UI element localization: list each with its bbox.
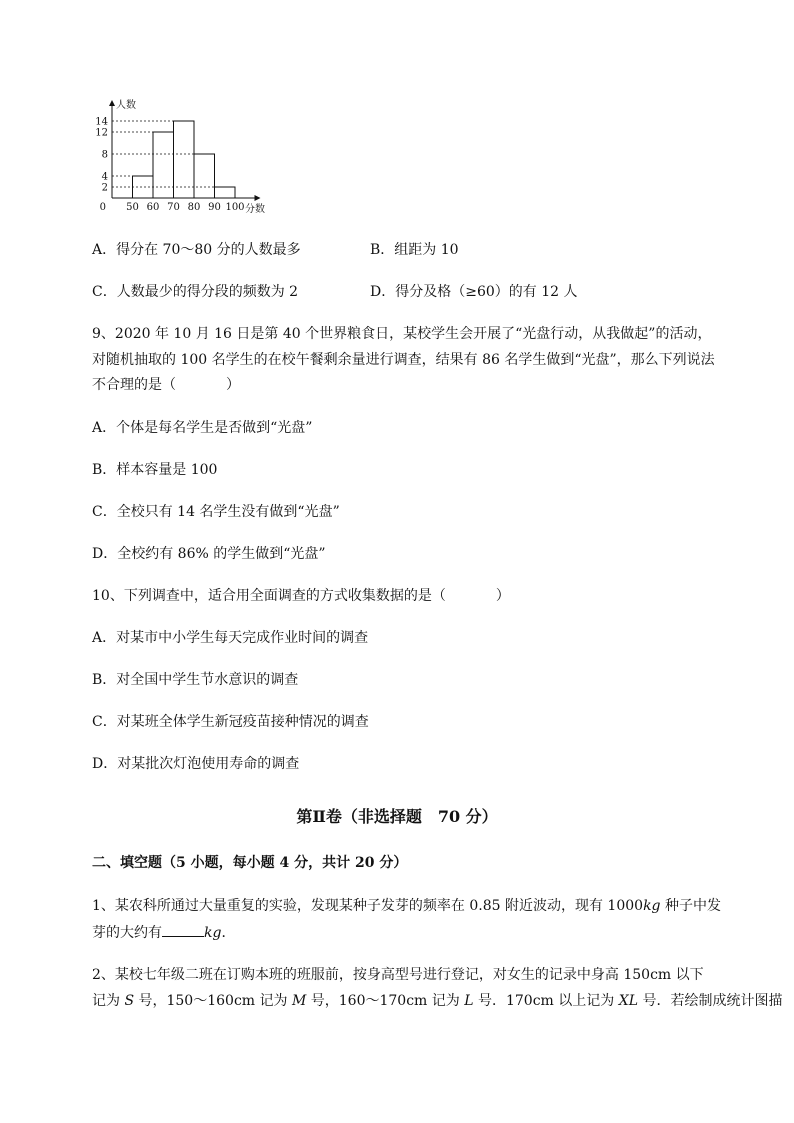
histogram-bar bbox=[174, 121, 195, 198]
q9-stem-line2: 对随机抽取的 100 名学生的在校午餐剩余量进行调查，结果有 86 名学生做到“光盘”，那么下列说法 bbox=[92, 352, 715, 368]
histogram-bar bbox=[215, 187, 236, 198]
score-histogram bbox=[90, 98, 290, 218]
unit-kg: kg bbox=[643, 898, 661, 914]
fill1-line2 bbox=[92, 922, 235, 943]
size-xl: XL bbox=[618, 993, 638, 1009]
fill2-line1: 2、某校七年级二班在订购本班的班服前，按身高型号进行登记，对女生的记录中身高 150cm 以下 bbox=[92, 967, 704, 983]
fill-section-heading: 二、填空题（5 小题，每小题 4 分，共计 20 分） bbox=[92, 855, 408, 871]
q10-close-paren: ） bbox=[495, 588, 510, 604]
q8-option-a: A．得分在 70～80 分的人数最多 bbox=[92, 242, 301, 258]
fill2-line2 bbox=[92, 991, 782, 1011]
fill2-text: 号，150～160cm 记为 bbox=[134, 993, 292, 1009]
q9-close-paren: ） bbox=[226, 377, 240, 393]
q9-stem-line3 bbox=[92, 375, 240, 395]
q10-stem-text: 10、下列调查中，适合用全面调查的方式收集数据的是（ bbox=[92, 588, 446, 604]
fill2-text: 号．170cm 以上记为 bbox=[473, 993, 619, 1009]
q9-stem-line3-text: 不合理的是（ bbox=[92, 377, 176, 393]
x-axis-arrow bbox=[255, 195, 261, 201]
x-axis-title: 分数 bbox=[245, 204, 265, 215]
x-tick-label: 50 bbox=[126, 202, 139, 213]
x-tick-label: 100 bbox=[225, 202, 245, 213]
y-tick-label: 4 bbox=[101, 171, 108, 183]
size-m: M bbox=[291, 993, 307, 1009]
fill1-text-b: 种子中发 bbox=[660, 898, 721, 914]
q9-stem-line1: 9、2020 年 10 月 16 日是第 40 个世界粮食日，某校学生会开展了“光盘行动，从我做起”的活动， bbox=[92, 326, 712, 342]
q9-option-d: D．全校约有 86% 的学生做到“光盘” bbox=[92, 546, 326, 562]
q8-option-d: D．得分及格（≥60）的有 12 人 bbox=[370, 284, 578, 300]
fill1-text-d: ． bbox=[221, 925, 236, 941]
size-l: L bbox=[464, 993, 474, 1009]
q10-stem bbox=[92, 586, 510, 606]
y-tick-label: 2 bbox=[101, 182, 108, 194]
q10-option-c: C．对某班全体学生新冠疫苗接种情况的调查 bbox=[92, 714, 369, 730]
x-tick-label: 80 bbox=[187, 202, 201, 213]
histogram-bar bbox=[153, 132, 174, 198]
q9-option-b: B．样本容量是 100 bbox=[92, 462, 218, 478]
x-tick-label: 70 bbox=[167, 202, 180, 213]
y-tick-label: 12 bbox=[95, 127, 108, 139]
fill2-text: 号．若绘制成统计图描 bbox=[638, 993, 783, 1009]
answer-blank[interactable] bbox=[162, 922, 204, 937]
y-axis-title: 人数 bbox=[116, 100, 136, 111]
y-tick-label: 8 bbox=[101, 149, 108, 161]
fill1-text-c: 芽的大约有 bbox=[92, 925, 162, 941]
size-s: S bbox=[124, 993, 135, 1009]
fill1-line1 bbox=[92, 896, 721, 916]
y-axis-arrow bbox=[109, 100, 115, 106]
q10-option-a: A．对某市中小学生每天完成作业时间的调查 bbox=[92, 630, 369, 646]
histogram-bar bbox=[194, 154, 215, 198]
x-tick-label: 90 bbox=[208, 202, 221, 213]
fill1-text-a: 1、某农科所通过大量重复的实验，发现某种子发芽的频率在 0.85 附近波动，现有 1000 bbox=[92, 898, 644, 914]
x-tick-label: 60 bbox=[146, 202, 160, 213]
q9-option-c: C．全校只有 14 名学生没有做到“光盘” bbox=[92, 504, 340, 520]
unit-kg: kg bbox=[204, 925, 222, 941]
q8-option-b: B．组距为 10 bbox=[370, 242, 459, 258]
fill2-text: 号，160～170cm 记为 bbox=[306, 993, 465, 1009]
q9-option-a: A．个体是每名学生是否做到“光盘” bbox=[92, 420, 313, 436]
origin-label: 0 bbox=[99, 202, 106, 213]
q8-option-c: C．人数最少的得分段的频数为 2 bbox=[92, 284, 299, 300]
part2-title: 第Ⅱ卷（非选择题 70 分） bbox=[296, 807, 498, 826]
fill2-text: 记为 bbox=[92, 993, 125, 1009]
q10-option-d: D．对某批次灯泡使用寿命的调查 bbox=[92, 756, 300, 772]
q10-option-b: B．对全国中学生节水意识的调查 bbox=[92, 672, 299, 688]
y-tick-label: 14 bbox=[95, 116, 108, 128]
